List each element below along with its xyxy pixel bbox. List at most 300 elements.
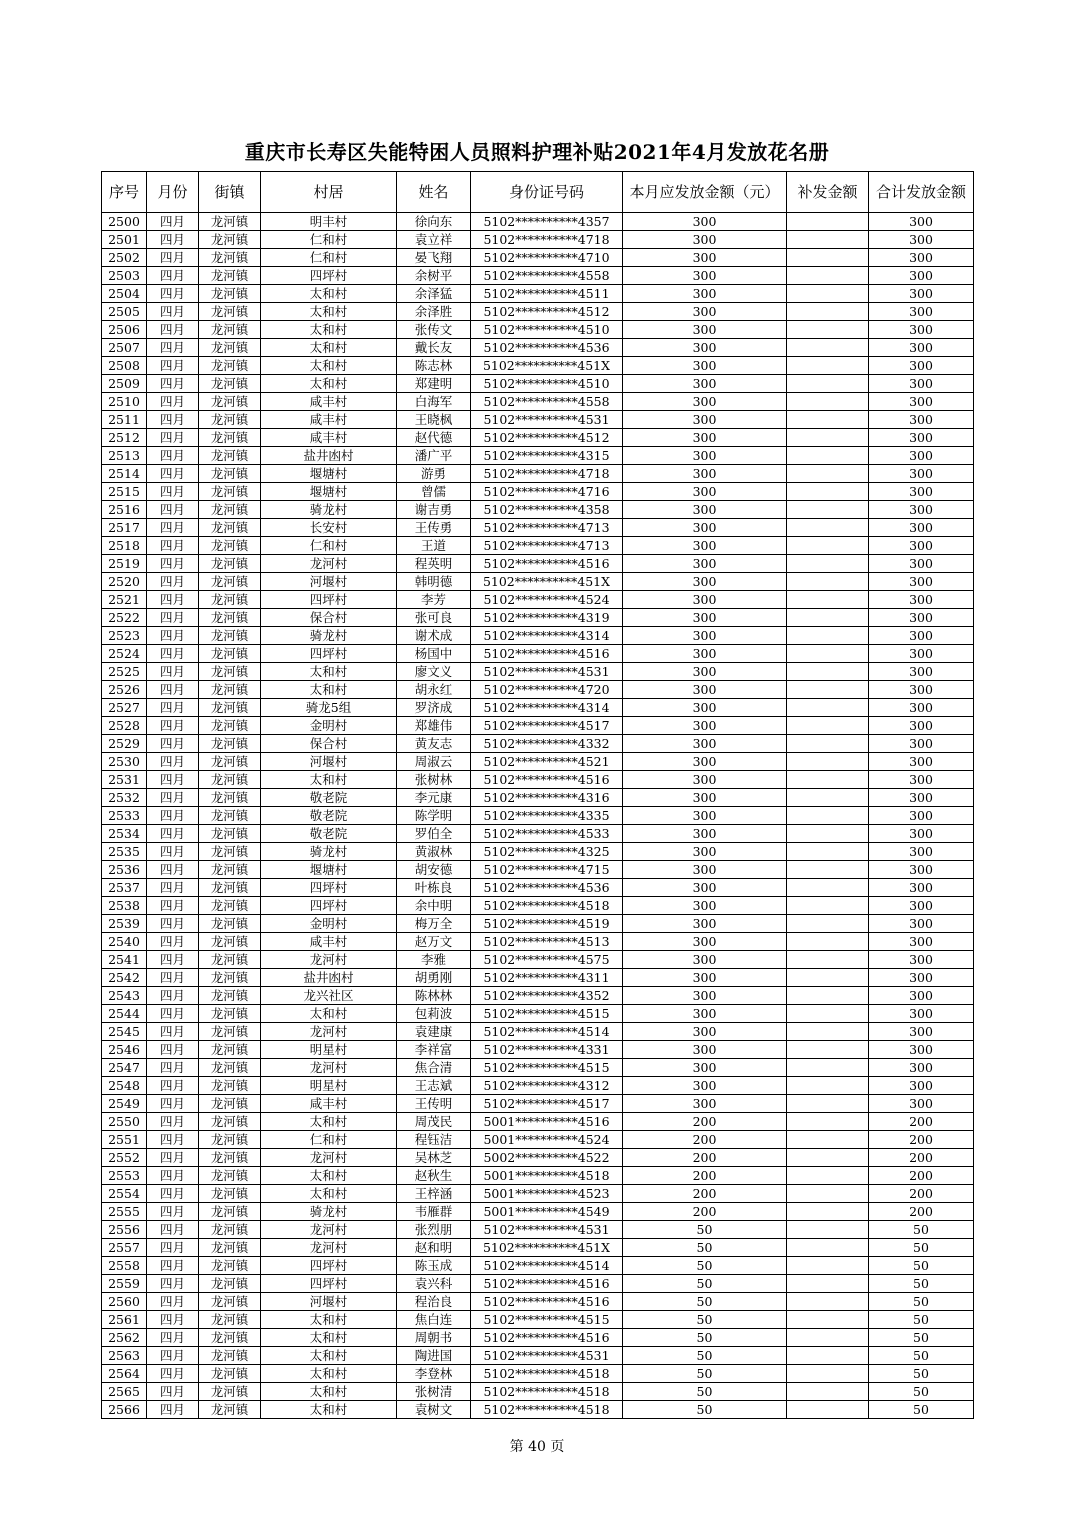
cell-monthly-amount: 300 <box>623 933 787 951</box>
table-row <box>102 645 974 663</box>
cell-village: 河堰村 <box>261 573 397 591</box>
cell-id-number: 5102**********4514 <box>471 1023 623 1041</box>
cell-id-number: 5102**********4357 <box>471 213 623 231</box>
cell-monthly-amount: 300 <box>623 393 787 411</box>
cell-id-number: 5102**********4516 <box>471 771 623 789</box>
cell-id-number: 5102**********451X <box>471 357 623 375</box>
cell-village: 太和村 <box>261 771 397 789</box>
cell-town: 龙河镇 <box>199 1149 261 1167</box>
table-row <box>102 1059 974 1077</box>
cell-month: 四月 <box>147 267 199 285</box>
col-header-index: 序号 <box>102 172 147 213</box>
cell-town: 龙河镇 <box>199 447 261 465</box>
cell-total-amount: 300 <box>869 807 974 825</box>
cell-monthly-amount: 300 <box>623 375 787 393</box>
cell-town: 龙河镇 <box>199 429 261 447</box>
cell-name: 李祥富 <box>397 1041 471 1059</box>
table-row <box>102 555 974 573</box>
cell-town: 龙河镇 <box>199 1167 261 1185</box>
cell-town: 龙河镇 <box>199 1383 261 1401</box>
cell-monthly-amount: 300 <box>623 1023 787 1041</box>
cell-month: 四月 <box>147 1077 199 1095</box>
cell-index: 2551 <box>102 1131 147 1149</box>
cell-name: 胡勇刚 <box>397 969 471 987</box>
cell-id-number: 5001**********4549 <box>471 1203 623 1221</box>
cell-id-number: 5102**********4720 <box>471 681 623 699</box>
table-row <box>102 1077 974 1095</box>
cell-town: 龙河镇 <box>199 933 261 951</box>
cell-index: 2556 <box>102 1221 147 1239</box>
table-row <box>102 339 974 357</box>
cell-total-amount: 50 <box>869 1239 974 1257</box>
cell-supplement-amount <box>787 537 869 555</box>
cell-month: 四月 <box>147 1311 199 1329</box>
cell-index: 2563 <box>102 1347 147 1365</box>
cell-supplement-amount <box>787 1365 869 1383</box>
cell-month: 四月 <box>147 1113 199 1131</box>
cell-supplement-amount <box>787 1167 869 1185</box>
cell-month: 四月 <box>147 321 199 339</box>
cell-id-number: 5102**********4521 <box>471 753 623 771</box>
cell-supplement-amount <box>787 1041 869 1059</box>
cell-total-amount: 300 <box>869 645 974 663</box>
cell-month: 四月 <box>147 537 199 555</box>
cell-name: 赵和明 <box>397 1239 471 1257</box>
cell-id-number: 5102**********4558 <box>471 267 623 285</box>
cell-id-number: 5102**********4516 <box>471 1275 623 1293</box>
cell-index: 2541 <box>102 951 147 969</box>
table-row <box>102 465 974 483</box>
cell-month: 四月 <box>147 1095 199 1113</box>
cell-total-amount: 50 <box>869 1311 974 1329</box>
cell-village: 四坪村 <box>261 1257 397 1275</box>
cell-index: 2511 <box>102 411 147 429</box>
cell-town: 龙河镇 <box>199 1401 261 1419</box>
table-row <box>102 1149 974 1167</box>
cell-village: 仁和村 <box>261 537 397 555</box>
cell-town: 龙河镇 <box>199 231 261 249</box>
table-row <box>102 1347 974 1365</box>
cell-name: 罗济成 <box>397 699 471 717</box>
cell-month: 四月 <box>147 771 199 789</box>
cell-month: 四月 <box>147 1023 199 1041</box>
cell-month: 四月 <box>147 789 199 807</box>
cell-index: 2566 <box>102 1401 147 1419</box>
cell-supplement-amount <box>787 249 869 267</box>
table-row <box>102 1113 974 1131</box>
cell-name: 张可良 <box>397 609 471 627</box>
cell-name: 赵秋生 <box>397 1167 471 1185</box>
cell-supplement-amount <box>787 1239 869 1257</box>
cell-town: 龙河镇 <box>199 825 261 843</box>
cell-id-number: 5102**********4332 <box>471 735 623 753</box>
cell-month: 四月 <box>147 879 199 897</box>
cell-total-amount: 300 <box>869 609 974 627</box>
cell-village: 四坪村 <box>261 267 397 285</box>
cell-id-number: 5102**********4713 <box>471 537 623 555</box>
cell-index: 2521 <box>102 591 147 609</box>
cell-town: 龙河镇 <box>199 951 261 969</box>
cell-index: 2544 <box>102 1005 147 1023</box>
cell-total-amount: 300 <box>869 1059 974 1077</box>
cell-name: 陈学明 <box>397 807 471 825</box>
cell-town: 龙河镇 <box>199 393 261 411</box>
cell-monthly-amount: 200 <box>623 1113 787 1131</box>
cell-total-amount: 300 <box>869 717 974 735</box>
cell-total-amount: 300 <box>869 231 974 249</box>
cell-month: 四月 <box>147 645 199 663</box>
cell-village: 仁和村 <box>261 1131 397 1149</box>
cell-index: 2507 <box>102 339 147 357</box>
table-row <box>102 501 974 519</box>
cell-town: 龙河镇 <box>199 321 261 339</box>
cell-supplement-amount <box>787 843 869 861</box>
cell-village: 骑龙村 <box>261 843 397 861</box>
cell-id-number: 5102**********4516 <box>471 645 623 663</box>
cell-index: 2524 <box>102 645 147 663</box>
cell-supplement-amount <box>787 213 869 231</box>
cell-village: 金明村 <box>261 915 397 933</box>
table-row <box>102 1005 974 1023</box>
cell-town: 龙河镇 <box>199 1239 261 1257</box>
cell-village: 太和村 <box>261 303 397 321</box>
cell-village: 太和村 <box>261 1365 397 1383</box>
cell-id-number: 5102**********4512 <box>471 429 623 447</box>
cell-monthly-amount: 300 <box>623 501 787 519</box>
cell-monthly-amount: 300 <box>623 465 787 483</box>
cell-total-amount: 300 <box>869 681 974 699</box>
cell-total-amount: 300 <box>869 321 974 339</box>
cell-name: 曾儒 <box>397 483 471 501</box>
cell-total-amount: 300 <box>869 1023 974 1041</box>
cell-month: 四月 <box>147 1347 199 1365</box>
cell-monthly-amount: 300 <box>623 339 787 357</box>
cell-name: 胡永红 <box>397 681 471 699</box>
cell-total-amount: 50 <box>869 1365 974 1383</box>
cell-name: 韦雁群 <box>397 1203 471 1221</box>
cell-monthly-amount: 300 <box>623 627 787 645</box>
col-header-id-number: 身份证号码 <box>471 172 623 213</box>
cell-index: 2513 <box>102 447 147 465</box>
cell-village: 太和村 <box>261 1167 397 1185</box>
cell-supplement-amount <box>787 339 869 357</box>
table-row <box>102 1131 974 1149</box>
cell-village: 明星村 <box>261 1077 397 1095</box>
cell-index: 2504 <box>102 285 147 303</box>
cell-village: 堰塘村 <box>261 483 397 501</box>
table-row <box>102 375 974 393</box>
cell-town: 龙河镇 <box>199 807 261 825</box>
cell-name: 周淑云 <box>397 753 471 771</box>
cell-town: 龙河镇 <box>199 645 261 663</box>
cell-monthly-amount: 50 <box>623 1293 787 1311</box>
cell-village: 四坪村 <box>261 897 397 915</box>
cell-village: 四坪村 <box>261 645 397 663</box>
cell-town: 龙河镇 <box>199 555 261 573</box>
cell-id-number: 5102**********4516 <box>471 1293 623 1311</box>
cell-village: 明星村 <box>261 1041 397 1059</box>
cell-month: 四月 <box>147 429 199 447</box>
cell-supplement-amount <box>787 1095 869 1113</box>
cell-index: 2549 <box>102 1095 147 1113</box>
cell-id-number: 5102**********4311 <box>471 969 623 987</box>
cell-total-amount: 300 <box>869 915 974 933</box>
cell-name: 廖文义 <box>397 663 471 681</box>
col-header-supplement-amount: 补发金额 <box>787 172 869 213</box>
table-row <box>102 717 974 735</box>
cell-monthly-amount: 300 <box>623 1041 787 1059</box>
cell-town: 龙河镇 <box>199 663 261 681</box>
cell-town: 龙河镇 <box>199 1347 261 1365</box>
cell-supplement-amount <box>787 987 869 1005</box>
cell-name: 王晓枫 <box>397 411 471 429</box>
cell-monthly-amount: 300 <box>623 879 787 897</box>
cell-monthly-amount: 300 <box>623 789 787 807</box>
cell-village: 太和村 <box>261 1383 397 1401</box>
cell-village: 太和村 <box>261 1311 397 1329</box>
cell-supplement-amount <box>787 429 869 447</box>
cell-village: 保合村 <box>261 609 397 627</box>
cell-name: 梅万全 <box>397 915 471 933</box>
table-row <box>102 1275 974 1293</box>
cell-supplement-amount <box>787 1383 869 1401</box>
cell-supplement-amount <box>787 375 869 393</box>
cell-id-number: 5102**********4713 <box>471 519 623 537</box>
cell-id-number: 5102**********4524 <box>471 591 623 609</box>
cell-town: 龙河镇 <box>199 1329 261 1347</box>
cell-town: 龙河镇 <box>199 213 261 231</box>
cell-name: 叶栋良 <box>397 879 471 897</box>
cell-name: 晏飞翔 <box>397 249 471 267</box>
cell-id-number: 5102**********4518 <box>471 1401 623 1419</box>
table-row <box>102 1095 974 1113</box>
cell-supplement-amount <box>787 933 869 951</box>
cell-total-amount: 300 <box>869 339 974 357</box>
cell-monthly-amount: 300 <box>623 843 787 861</box>
cell-id-number: 5102**********4314 <box>471 627 623 645</box>
cell-total-amount: 300 <box>869 663 974 681</box>
cell-total-amount: 300 <box>869 843 974 861</box>
cell-town: 龙河镇 <box>199 1185 261 1203</box>
table-row <box>102 1257 974 1275</box>
cell-total-amount: 300 <box>869 1041 974 1059</box>
col-header-town: 街镇 <box>199 172 261 213</box>
cell-town: 龙河镇 <box>199 519 261 537</box>
cell-town: 龙河镇 <box>199 465 261 483</box>
cell-total-amount: 300 <box>869 429 974 447</box>
cell-index: 2517 <box>102 519 147 537</box>
cell-supplement-amount <box>787 825 869 843</box>
cell-village: 骑龙村 <box>261 1203 397 1221</box>
cell-total-amount: 50 <box>869 1401 974 1419</box>
cell-name: 焦合清 <box>397 1059 471 1077</box>
cell-name: 游勇 <box>397 465 471 483</box>
cell-index: 2519 <box>102 555 147 573</box>
cell-index: 2525 <box>102 663 147 681</box>
cell-id-number: 5001**********4518 <box>471 1167 623 1185</box>
table-row <box>102 969 974 987</box>
cell-name: 王梓涵 <box>397 1185 471 1203</box>
cell-name: 李元康 <box>397 789 471 807</box>
cell-town: 龙河镇 <box>199 411 261 429</box>
cell-monthly-amount: 300 <box>623 231 787 249</box>
cell-total-amount: 300 <box>869 357 974 375</box>
cell-supplement-amount <box>787 1329 869 1347</box>
cell-month: 四月 <box>147 393 199 411</box>
cell-monthly-amount: 50 <box>623 1221 787 1239</box>
cell-id-number: 5102**********4575 <box>471 951 623 969</box>
cell-month: 四月 <box>147 1383 199 1401</box>
roster-body <box>102 213 974 1419</box>
cell-village: 太和村 <box>261 357 397 375</box>
cell-name: 张树清 <box>397 1383 471 1401</box>
cell-monthly-amount: 300 <box>623 861 787 879</box>
cell-name: 焦白连 <box>397 1311 471 1329</box>
cell-index: 2502 <box>102 249 147 267</box>
cell-village: 太和村 <box>261 1401 397 1419</box>
cell-id-number: 5102**********4516 <box>471 1329 623 1347</box>
cell-village: 太和村 <box>261 1347 397 1365</box>
cell-total-amount: 200 <box>869 1113 974 1131</box>
table-header-row <box>102 172 974 213</box>
cell-supplement-amount <box>787 303 869 321</box>
cell-supplement-amount <box>787 717 869 735</box>
cell-total-amount: 50 <box>869 1383 974 1401</box>
cell-id-number: 5102**********4312 <box>471 1077 623 1095</box>
cell-monthly-amount: 300 <box>623 555 787 573</box>
cell-month: 四月 <box>147 663 199 681</box>
cell-monthly-amount: 300 <box>623 753 787 771</box>
cell-month: 四月 <box>147 339 199 357</box>
cell-month: 四月 <box>147 411 199 429</box>
cell-total-amount: 300 <box>869 969 974 987</box>
table-row <box>102 1311 974 1329</box>
cell-monthly-amount: 300 <box>623 429 787 447</box>
cell-monthly-amount: 300 <box>623 321 787 339</box>
cell-town: 龙河镇 <box>199 1095 261 1113</box>
cell-month: 四月 <box>147 1131 199 1149</box>
cell-index: 2555 <box>102 1203 147 1221</box>
cell-total-amount: 300 <box>869 447 974 465</box>
cell-index: 2538 <box>102 897 147 915</box>
cell-month: 四月 <box>147 1203 199 1221</box>
cell-index: 2558 <box>102 1257 147 1275</box>
cell-monthly-amount: 50 <box>623 1365 787 1383</box>
cell-month: 四月 <box>147 933 199 951</box>
table-row <box>102 753 974 771</box>
table-row <box>102 681 974 699</box>
table-row <box>102 411 974 429</box>
cell-month: 四月 <box>147 825 199 843</box>
cell-month: 四月 <box>147 627 199 645</box>
cell-monthly-amount: 200 <box>623 1131 787 1149</box>
cell-total-amount: 200 <box>869 1167 974 1185</box>
cell-index: 2537 <box>102 879 147 897</box>
col-header-total-amount: 合计发放金额 <box>869 172 974 213</box>
cell-supplement-amount <box>787 861 869 879</box>
table-row <box>102 1167 974 1185</box>
cell-name: 罗伯全 <box>397 825 471 843</box>
cell-monthly-amount: 50 <box>623 1257 787 1275</box>
cell-index: 2559 <box>102 1275 147 1293</box>
cell-index: 2562 <box>102 1329 147 1347</box>
cell-village: 龙河村 <box>261 951 397 969</box>
cell-id-number: 5102**********4716 <box>471 483 623 501</box>
cell-total-amount: 300 <box>869 555 974 573</box>
cell-monthly-amount: 300 <box>623 267 787 285</box>
table-row <box>102 447 974 465</box>
cell-town: 龙河镇 <box>199 303 261 321</box>
table-row <box>102 591 974 609</box>
cell-name: 王志斌 <box>397 1077 471 1095</box>
cell-town: 龙河镇 <box>199 339 261 357</box>
cell-name: 陈志林 <box>397 357 471 375</box>
cell-supplement-amount <box>787 699 869 717</box>
cell-supplement-amount <box>787 1023 869 1041</box>
cell-id-number: 5102**********4715 <box>471 861 623 879</box>
cell-index: 2523 <box>102 627 147 645</box>
cell-name: 余中明 <box>397 897 471 915</box>
cell-monthly-amount: 300 <box>623 411 787 429</box>
cell-id-number: 5102**********4710 <box>471 249 623 267</box>
cell-village: 堰塘村 <box>261 465 397 483</box>
cell-index: 2516 <box>102 501 147 519</box>
cell-town: 龙河镇 <box>199 1131 261 1149</box>
cell-total-amount: 300 <box>869 771 974 789</box>
cell-name: 周朝书 <box>397 1329 471 1347</box>
cell-name: 赵代德 <box>397 429 471 447</box>
cell-supplement-amount <box>787 681 869 699</box>
table-row <box>102 1329 974 1347</box>
cell-month: 四月 <box>147 969 199 987</box>
cell-monthly-amount: 300 <box>623 357 787 375</box>
table-row <box>102 537 974 555</box>
table-row <box>102 1041 974 1059</box>
cell-total-amount: 300 <box>869 393 974 411</box>
cell-month: 四月 <box>147 303 199 321</box>
cell-index: 2512 <box>102 429 147 447</box>
cell-village: 龙河村 <box>261 555 397 573</box>
cell-index: 2530 <box>102 753 147 771</box>
cell-name: 陶进国 <box>397 1347 471 1365</box>
cell-monthly-amount: 300 <box>623 537 787 555</box>
cell-village: 太和村 <box>261 375 397 393</box>
cell-town: 龙河镇 <box>199 861 261 879</box>
cell-total-amount: 300 <box>869 951 974 969</box>
cell-index: 2552 <box>102 1149 147 1167</box>
cell-supplement-amount <box>787 1113 869 1131</box>
cell-total-amount: 200 <box>869 1185 974 1203</box>
cell-monthly-amount: 50 <box>623 1311 787 1329</box>
cell-month: 四月 <box>147 1257 199 1275</box>
cell-name: 李雅 <box>397 951 471 969</box>
cell-name: 戴长友 <box>397 339 471 357</box>
cell-monthly-amount: 300 <box>623 771 787 789</box>
table-row <box>102 663 974 681</box>
cell-id-number: 5102**********4536 <box>471 879 623 897</box>
cell-supplement-amount <box>787 555 869 573</box>
table-row <box>102 213 974 231</box>
cell-id-number: 5102**********4314 <box>471 699 623 717</box>
cell-village: 咸丰村 <box>261 1095 397 1113</box>
table-row <box>102 483 974 501</box>
cell-town: 龙河镇 <box>199 753 261 771</box>
cell-monthly-amount: 50 <box>623 1329 787 1347</box>
table-row <box>102 843 974 861</box>
table-row <box>102 231 974 249</box>
cell-id-number: 5102**********4517 <box>471 1095 623 1113</box>
table-row <box>102 1023 974 1041</box>
